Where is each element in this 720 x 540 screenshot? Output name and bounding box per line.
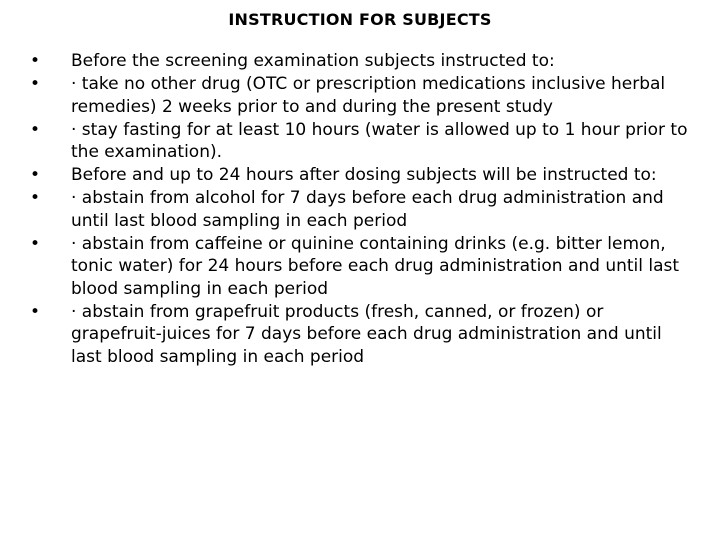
list-item — [28, 164, 696, 187]
list-item — [28, 50, 696, 73]
bullet-list — [28, 50, 696, 369]
bullet-dot-icon: • — [30, 74, 41, 94]
list-item — [28, 119, 696, 164]
bullet-dot-icon: • — [30, 165, 41, 185]
bullet-dot-icon: • — [30, 119, 41, 140]
bullet-text: Before the screening examination subjects instructed to: — [71, 51, 555, 71]
bullet-text: · abstain from alcohol for 7 days before each drug administration and until last blood sampling in each period — [71, 188, 664, 231]
bullet-dot-icon: • — [30, 51, 41, 71]
bullet-text: Before and up to 24 hours after dosing subjects will be instructed to: — [71, 165, 657, 185]
bullet-dot-icon: • — [30, 188, 41, 208]
list-item — [28, 301, 696, 369]
bullet-text: · abstain from grapefruit products (fresh, canned, or frozen) or grapefruit-juices for 7 days before each drug administration and until last blood sampling in each period — [71, 301, 662, 367]
bullet-dot-icon: • — [30, 233, 41, 254]
slide-title: INSTRUCTION FOR SUBJECTS — [228, 10, 492, 29]
bullet-text: · abstain from caffeine or quinine containing drinks (e.g. bitter lemon, tonic water) for 24 hours before each drug administration and until last blood sampling in each period — [71, 233, 680, 299]
bullet-dot-icon: • — [30, 301, 41, 322]
bullet-text: · take no other drug (OTC or prescription medications inclusive herbal remedies) 2 weeks prior to and during the present study — [71, 74, 666, 117]
list-item — [28, 73, 696, 118]
list-item — [28, 233, 696, 301]
list-item — [28, 187, 696, 232]
bullet-text: · stay fasting for at least 10 hours (water is allowed up to 1 hour prior to the examination). — [71, 119, 688, 162]
